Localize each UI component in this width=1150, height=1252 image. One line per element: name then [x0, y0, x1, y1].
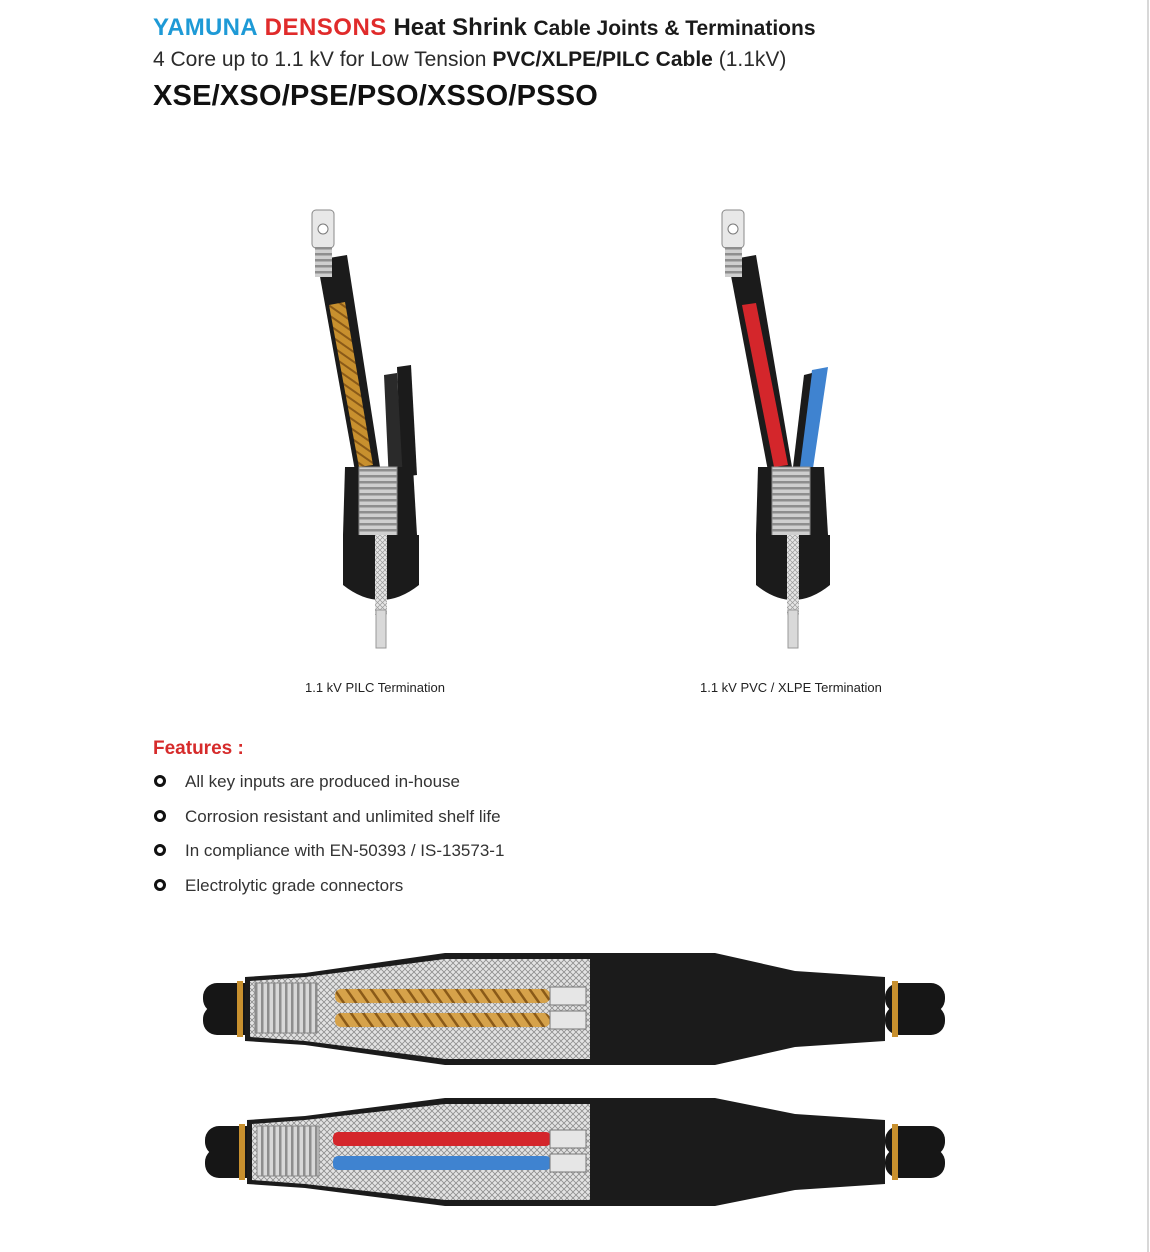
- feature-item: All key inputs are produced in-house: [153, 770, 504, 805]
- pvc-joint-core-blue: [333, 1156, 551, 1170]
- pvc-termination-illustration: [700, 205, 890, 655]
- pvc-earth-connector: [772, 467, 810, 537]
- bullet-icon: [154, 844, 166, 856]
- pilc-joint-core-2: [335, 1013, 550, 1027]
- subtitle-suffix: (1.1kV): [712, 48, 787, 71]
- page-title: [153, 12, 1053, 45]
- page-subtitle: [153, 46, 1053, 74]
- feature-item: In compliance with EN-50393 / IS-13573-1: [153, 839, 504, 874]
- features-section: [153, 736, 504, 908]
- features-list: [153, 770, 504, 908]
- pilc-earth-connector: [359, 467, 397, 537]
- title-heat-shrink: Heat Shrink: [393, 14, 527, 41]
- bullet-icon: [154, 810, 166, 822]
- pvc-straight-joint-illustration: [195, 1090, 955, 1210]
- pvc-termination-caption: 1.1 kV PVC / XLPE Termination: [700, 680, 882, 695]
- features-title: Features :: [153, 738, 244, 759]
- pilc-termination-caption: 1.1 kV PILC Termination: [305, 680, 445, 695]
- pvc-joint-core-red: [333, 1132, 551, 1146]
- feature-item: Corrosion resistant and unlimited shelf life: [153, 805, 504, 840]
- bullet-icon: [154, 879, 166, 891]
- subtitle-cable-types: PVC/XLPE/PILC Cable: [492, 48, 713, 71]
- pilc-termination-illustration: [285, 205, 475, 655]
- page-edge-line: [1147, 0, 1149, 1252]
- header: [153, 12, 1053, 114]
- pilc-straight-joint-illustration: [195, 945, 955, 1065]
- subtitle-prefix: 4 Core up to 1.1 kV for Low Tension: [153, 48, 493, 71]
- pvc-earth-braid: [787, 535, 799, 615]
- brand-yamuna: YAMUNA: [153, 14, 258, 41]
- pilc-earth-braid: [375, 535, 387, 615]
- pvc-joint-earth-connector: [257, 1126, 319, 1176]
- model-codes: XSE/XSO/PSE/PSO/XSSO/PSSO: [153, 80, 598, 112]
- brand-densons: DENSONS: [264, 14, 387, 41]
- title-cable-joints: Cable Joints & Terminations: [533, 17, 816, 40]
- feature-item: Electrolytic grade connectors: [153, 874, 504, 909]
- pilc-joint-earth-connector: [255, 983, 317, 1033]
- bullet-icon: [154, 775, 166, 787]
- pilc-joint-core-1: [335, 989, 550, 1003]
